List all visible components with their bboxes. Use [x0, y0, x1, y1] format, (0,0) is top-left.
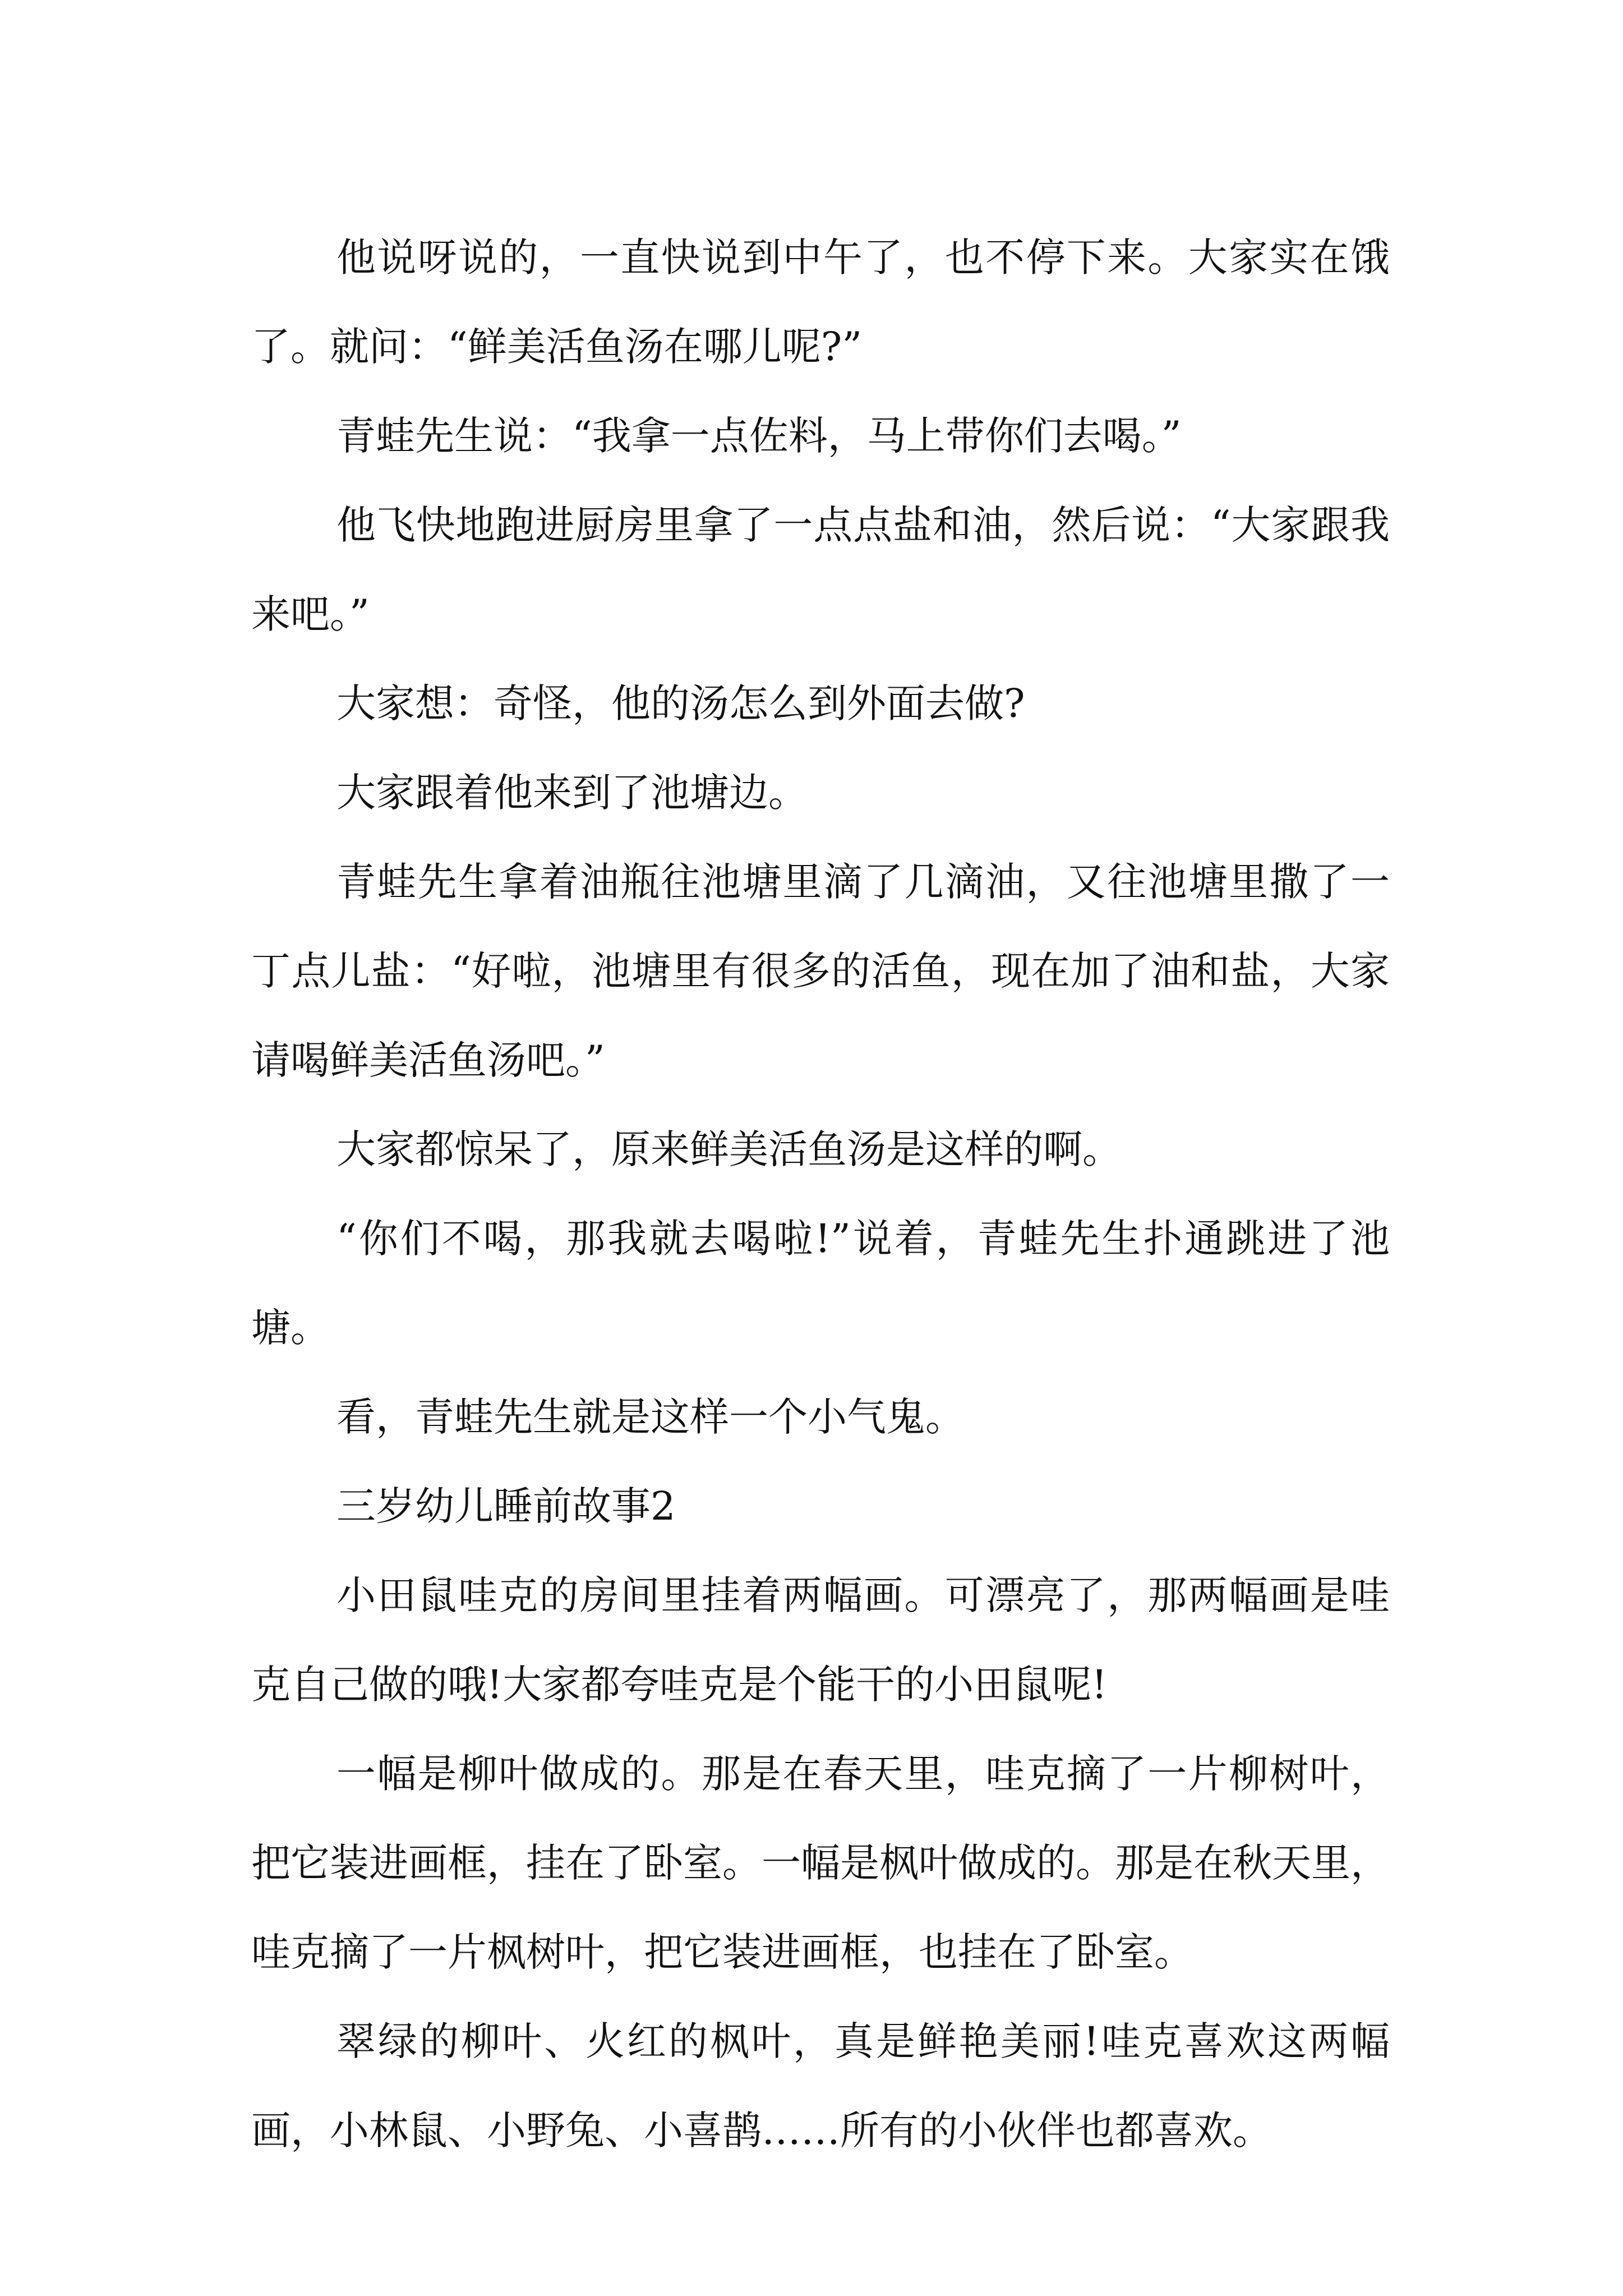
- document-body: [251, 213, 1390, 2175]
- paragraph: 大家想：奇怪，他的汤怎么到外面去做?: [336, 680, 1025, 726]
- paragraph: “你们不喝，那我就去喝啦!”说着，青蛙先生扑通跳进了池塘。: [251, 1216, 1390, 1351]
- paragraph: 小田鼠哇克的房间里挂着两幅画。可漂亮了，那两幅画是哇克自己做的哦!大家都夸哇克是个能干的小田鼠呢!: [251, 1572, 1390, 1708]
- section-heading: 三岁幼儿睡前故事2: [336, 1483, 676, 1529]
- paragraph: 一幅是柳叶做成的。那是在春天里，哇克摘了一片柳树叶，把它装进画框，挂在了卧室。一幅是枫叶做成的。那是在秋天里，哇克摘了一片枫树叶，把它装进画框，也挂在了卧室。: [251, 1751, 1390, 1975]
- paragraph: 青蛙先生拿着油瓶往池塘里滴了几滴油，又往池塘里撒了一丁点儿盐：“好啦，池塘里有很多的活鱼，现在加了油和盐，大家请喝鲜美活鱼汤吧。”: [251, 859, 1390, 1083]
- paragraph: 他说呀说的，一直快说到中午了，也不停下来。大家实在饿了。就问：“鲜美活鱼汤在哪儿呢?”: [251, 234, 1390, 370]
- paragraph: 他飞快地跑进厨房里拿了一点点盐和油，然后说：“大家跟我来吧。”: [251, 502, 1390, 637]
- paragraph: 青蛙先生说：“我拿一点佐料，马上带你们去喝。”: [336, 413, 1182, 459]
- paragraph: 大家都惊呆了，原来鲜美活鱼汤是这样的啊。: [336, 1126, 1122, 1172]
- paragraph: 翠绿的柳叶、火红的枫叶，真是鲜艳美丽!哇克喜欢这两幅画，小林鼠、小野兔、小喜鹊……所有的小伙伴也都喜欢。: [251, 2018, 1390, 2154]
- paragraph: 看，青蛙先生就是这样一个小气鬼。: [336, 1394, 965, 1440]
- paragraph: 大家跟着他来到了池塘边。: [336, 770, 808, 816]
